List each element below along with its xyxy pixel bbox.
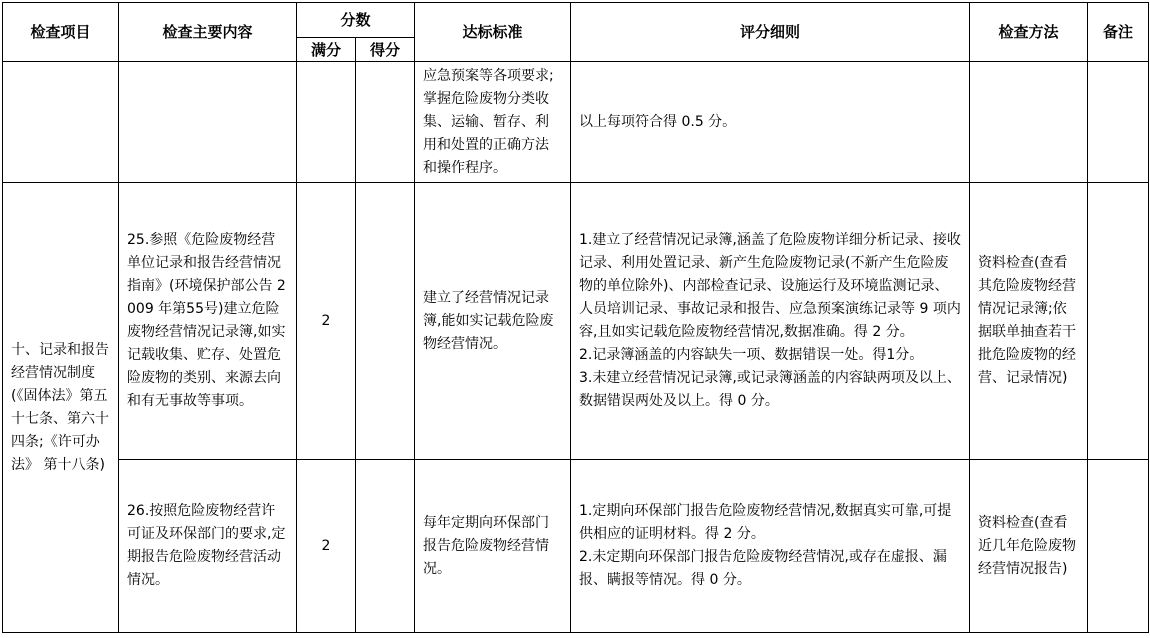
cell-item <box>3 62 119 183</box>
cell-rules: 1.定期向环保部门报告危险废物经营情况,数据真实可靠,可提供相应的证明材料。得 2 分。 2.未定期向环保部门报告危险废物经营情况,或存在虚报、漏报、瞒报等情况。得 0 分。 <box>571 460 970 633</box>
header-note: 备注 <box>1088 3 1149 62</box>
table-row <box>3 62 1149 183</box>
cell-content: 25.参照《危险废物经营单位记录和报告经营情况指南》(环境保护部公告 2009 年第55号)建立危险废物经营情况记录簿,如实记载收集、贮存、处置危险废物的类别、来源去向和有无事故等事项。 <box>119 183 297 460</box>
cell-item-group: 十、记录和报告经营情况制度(《固体法》第五十七条、第六十四条;《许可办法》 第十八条) <box>3 183 119 633</box>
cell-method <box>970 62 1088 183</box>
cell-method: 资料检查(查看近几年危险废物经营情况报告) <box>970 460 1088 633</box>
header-got-score: 得分 <box>356 38 415 62</box>
header-score: 分数 <box>297 3 415 38</box>
cell-standard: 建立了经营情况记录簿,能如实记载危险废物经营情况。 <box>415 183 571 460</box>
cell-standard: 应急预案等各项要求;掌握危险废物分类收集、运输、暂存、利用和处置的正确方法和操作程序。 <box>415 62 571 183</box>
cell-note <box>1088 460 1149 633</box>
cell-rules: 1.建立了经营情况记录簿,涵盖了危险废物详细分析记录、接收记录、利用处置记录、新产生危险废物记录(不新产生危险废物的单位除外)、内部检查记录、设施运行及环境监测记录、人员培训记录、事故记录和报告、应急预案演练记录等 9 项内容,且如实记载危险废物经营情况,数据准确。得 2 分。 2.记录簿涵盖的内容缺失一项、数据错误一处。得1分。 3.未建立经营情况记录簿,或记录簿涵盖的内容缺两项及以上、数据错误两处及以上。得 0 分。 <box>571 183 970 460</box>
header-method: 检查方法 <box>970 3 1088 62</box>
inspection-table <box>2 2 1149 633</box>
table-row <box>3 460 1149 633</box>
header-standard: 达标标准 <box>415 3 571 62</box>
cell-got-score <box>356 62 415 183</box>
cell-note <box>1088 62 1149 183</box>
header-item: 检查项目 <box>3 3 119 62</box>
cell-note <box>1088 183 1149 460</box>
header-full-score: 满分 <box>297 38 356 62</box>
cell-content <box>119 62 297 183</box>
header-rules: 评分细则 <box>571 3 970 62</box>
cell-got-score <box>356 183 415 460</box>
header-content: 检查主要内容 <box>119 3 297 62</box>
table-row <box>3 183 1149 460</box>
cell-full-score: 2 <box>297 183 356 460</box>
cell-got-score <box>356 460 415 633</box>
cell-full-score: 2 <box>297 460 356 633</box>
cell-method: 资料检查(查看其危险废物经营情况记录簿;依据联单抽查若干批危险废物的经营、记录情况) <box>970 183 1088 460</box>
cell-rules: 以上每项符合得 0.5 分。 <box>571 62 970 183</box>
cell-full-score <box>297 62 356 183</box>
cell-standard: 每年定期向环保部门报告危险废物经营情况。 <box>415 460 571 633</box>
cell-content: 26.按照危险废物经营许可证及环保部门的要求,定期报告危险废物经营活动情况。 <box>119 460 297 633</box>
